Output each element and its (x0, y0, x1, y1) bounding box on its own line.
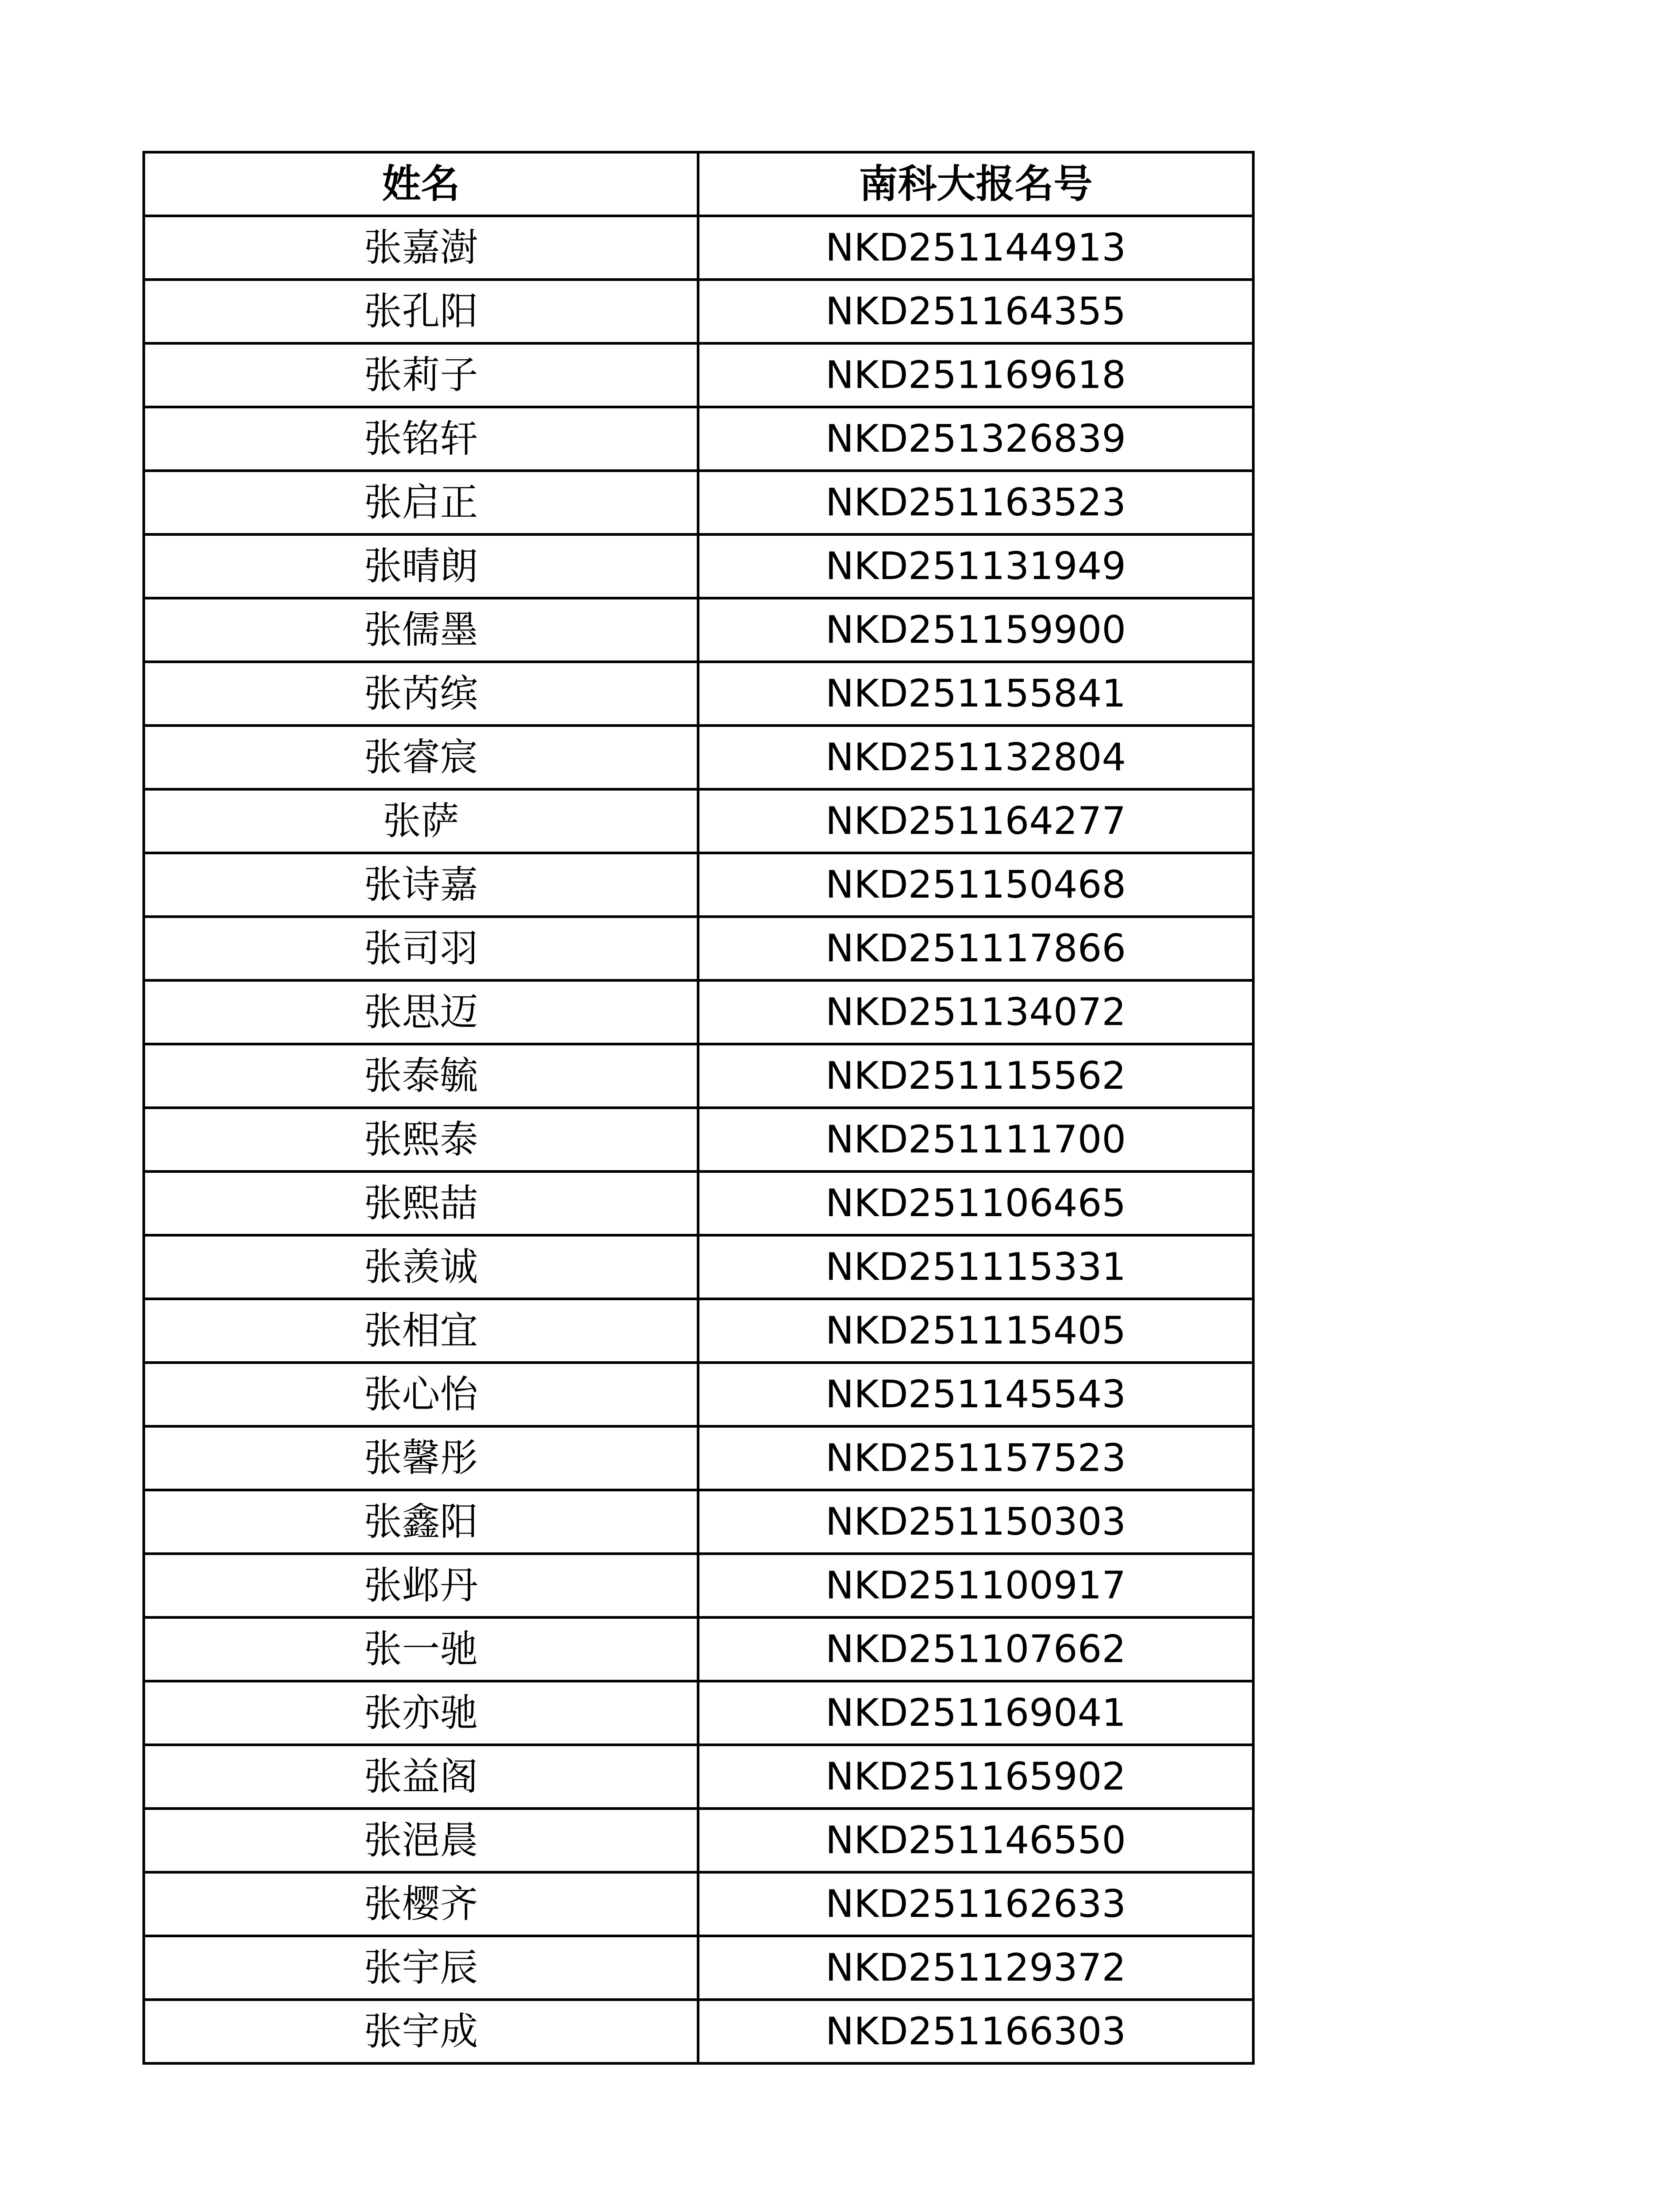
application-id-cell: NKD251150303 (698, 1490, 1253, 1554)
name-cell: 张司羽 (144, 917, 698, 980)
name-cell: 张鑫阳 (144, 1490, 698, 1554)
name-cell: 张益阁 (144, 1745, 698, 1809)
table-header (144, 152, 1253, 216)
table-row (144, 726, 1253, 789)
table-row (144, 471, 1253, 534)
name-cell: 张泰毓 (144, 1044, 698, 1108)
application-id-cell: NKD251131949 (698, 534, 1253, 598)
name-cell: 张熙泰 (144, 1108, 698, 1171)
name-cell: 张孔阳 (144, 280, 698, 343)
table-row (144, 1299, 1253, 1363)
application-id-cell: NKD251162633 (698, 1872, 1253, 1936)
name-cell: 张浥晨 (144, 1809, 698, 1872)
application-id-cell: NKD251134072 (698, 980, 1253, 1044)
application-id-cell: NKD251100917 (698, 1554, 1253, 1617)
table-row (144, 1936, 1253, 2000)
table-row (144, 343, 1253, 407)
application-id-cell: NKD251115562 (698, 1044, 1253, 1108)
name-cell: 张睿宸 (144, 726, 698, 789)
table-row (144, 662, 1253, 726)
name-cell: 张儒墨 (144, 598, 698, 662)
table-row (144, 1235, 1253, 1299)
table-row (144, 1426, 1253, 1490)
name-cell: 张莉子 (144, 343, 698, 407)
application-id-cell: NKD251144913 (698, 216, 1253, 280)
name-cell: 张铭轩 (144, 407, 698, 471)
table-row (144, 1363, 1253, 1426)
application-id-cell: NKD251165902 (698, 1745, 1253, 1809)
name-cell: 张宇辰 (144, 1936, 698, 2000)
table-row (144, 1745, 1253, 1809)
application-id-cell: NKD251150468 (698, 853, 1253, 917)
table-row (144, 216, 1253, 280)
table-row (144, 1171, 1253, 1235)
name-cell: 张萨 (144, 789, 698, 853)
application-id-cell: NKD251169041 (698, 1681, 1253, 1745)
application-id-cell: NKD251159900 (698, 598, 1253, 662)
table-header-row (144, 152, 1253, 216)
name-cell: 张熙喆 (144, 1171, 698, 1235)
name-cell: 张嘉澍 (144, 216, 698, 280)
table-row (144, 2000, 1253, 2063)
column-header-application-id: 南科大报名号 (698, 152, 1253, 216)
table-row (144, 280, 1253, 343)
application-id-cell: NKD251164355 (698, 280, 1253, 343)
table-row (144, 1872, 1253, 1936)
name-cell: 张亦驰 (144, 1681, 698, 1745)
table-row (144, 1681, 1253, 1745)
application-id-cell: NKD251115405 (698, 1299, 1253, 1363)
table-row (144, 853, 1253, 917)
application-id-cell: NKD251115331 (698, 1235, 1253, 1299)
table-row (144, 598, 1253, 662)
table-row (144, 1809, 1253, 1872)
name-cell: 张樱齐 (144, 1872, 698, 1936)
application-id-cell: NKD251106465 (698, 1171, 1253, 1235)
applicant-table (142, 151, 1255, 2065)
application-id-cell: NKD251166303 (698, 2000, 1253, 2063)
application-id-cell: NKD251107662 (698, 1617, 1253, 1681)
application-id-cell: NKD251132804 (698, 726, 1253, 789)
application-id-cell: NKD251129372 (698, 1936, 1253, 2000)
table-row (144, 789, 1253, 853)
name-cell: 张邺丹 (144, 1554, 698, 1617)
name-cell: 张芮缤 (144, 662, 698, 726)
name-cell: 张启正 (144, 471, 698, 534)
table-row (144, 1554, 1253, 1617)
application-id-cell: NKD251164277 (698, 789, 1253, 853)
table-row (144, 1044, 1253, 1108)
name-cell: 张馨彤 (144, 1426, 698, 1490)
table-row (144, 917, 1253, 980)
table-row (144, 980, 1253, 1044)
name-cell: 张一驰 (144, 1617, 698, 1681)
table-row (144, 1617, 1253, 1681)
name-cell: 张相宜 (144, 1299, 698, 1363)
name-cell: 张诗嘉 (144, 853, 698, 917)
application-id-cell: NKD251157523 (698, 1426, 1253, 1490)
name-cell: 张思迈 (144, 980, 698, 1044)
application-id-cell: NKD251145543 (698, 1363, 1253, 1426)
application-id-cell: NKD251155841 (698, 662, 1253, 726)
name-cell: 张心怡 (144, 1363, 698, 1426)
table-row (144, 534, 1253, 598)
table-row (144, 1490, 1253, 1554)
name-cell: 张宇成 (144, 2000, 698, 2063)
application-id-cell: NKD251169618 (698, 343, 1253, 407)
table-row (144, 407, 1253, 471)
application-id-cell: NKD251146550 (698, 1809, 1253, 1872)
column-header-name: 姓名 (144, 152, 698, 216)
name-cell: 张羡诚 (144, 1235, 698, 1299)
table-row (144, 1108, 1253, 1171)
application-id-cell: NKD251326839 (698, 407, 1253, 471)
application-id-cell: NKD251117866 (698, 917, 1253, 980)
application-id-cell: NKD251111700 (698, 1108, 1253, 1171)
table-body (144, 216, 1253, 2063)
name-cell: 张晴朗 (144, 534, 698, 598)
application-id-cell: NKD251163523 (698, 471, 1253, 534)
